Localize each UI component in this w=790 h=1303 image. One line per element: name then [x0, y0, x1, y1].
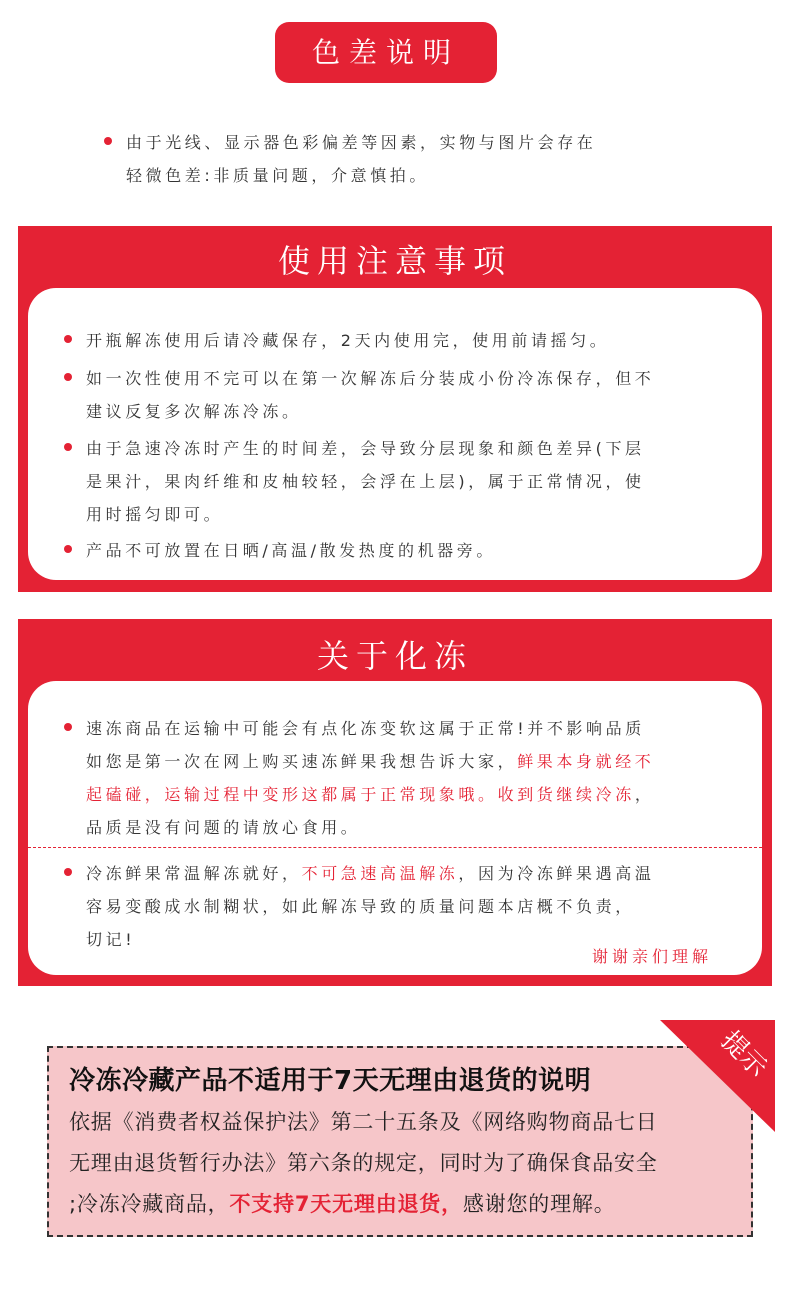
list-item	[64, 362, 654, 428]
return-policy-notice	[47, 1046, 753, 1237]
usage-section-title: 使用注意事项	[277, 242, 512, 280]
text-segment: 冷冻鲜果常温解冻就好，	[86, 864, 302, 883]
color-difference-title: 色差说明	[275, 22, 497, 83]
bullet-dot-icon	[64, 723, 72, 731]
thaw-section	[18, 619, 772, 986]
notice-title: 冷冻冷藏产品不适用于7天无理由退货的说明	[69, 1066, 592, 1096]
list-item-text	[86, 745, 654, 778]
text-segment: ，	[634, 785, 655, 804]
list-item	[64, 712, 654, 844]
list-item-text	[86, 857, 654, 890]
text-segment: ;冷冻冷藏商品，	[69, 1192, 230, 1216]
list-item-text: 是果汁，果肉纤维和皮柚较轻，会浮在上层)，属于正常情况，使	[86, 472, 645, 491]
bullet-dot-icon	[64, 335, 72, 343]
list-item-text: 开瓶解冻使用后请冷藏保存，2天内使用完，使用前请摇匀。	[86, 331, 610, 350]
thaw-section-title: 关于化冻	[316, 637, 473, 675]
list-item-text	[86, 778, 654, 811]
list-item-text: 建议反复多次解冻冷冻。	[86, 402, 302, 421]
highlight-text: 不可急速高温解冻	[301, 864, 459, 883]
list-item-text: 用时摇匀即可。	[86, 505, 224, 524]
highlight-text: 鲜果本身就经不	[517, 752, 655, 771]
notice-line	[69, 1188, 616, 1218]
text-segment: ，因为冷冻鲜果遇高温	[458, 864, 655, 883]
notice-line: 无理由退货暂行办法》第六条的规定，同时为了确保食品安全	[69, 1151, 658, 1175]
tip-badge-text: 提示	[714, 1025, 773, 1084]
notice-line: 依据《消费者权益保护法》第二十五条及《网络购物商品七日	[69, 1110, 658, 1134]
highlight-text: 不支持7天无理由退货，	[229, 1192, 463, 1216]
note-line: 轻微色差:非质量问题，介意慎拍。	[126, 166, 429, 185]
usage-card	[28, 288, 762, 580]
list-item-text: 如一次性使用不完可以在第一次解冻后分装成小份冷冻保存，但不	[86, 369, 655, 388]
bullet-dot-icon	[64, 545, 72, 553]
list-item-text: 容易变酸成水制糊状，如此解冻导致的质量问题本店概不负责，	[86, 897, 635, 916]
note-line: 由于光线、显示器色彩偏差等因素，实物与图片会存在	[126, 133, 597, 152]
bullet-dot-icon	[104, 137, 112, 145]
color-difference-note	[104, 126, 596, 192]
bullet-dot-icon	[64, 443, 72, 451]
thanks-text: 谢谢亲们理解	[591, 947, 712, 966]
list-item-text: 切记!	[86, 930, 136, 949]
list-item-text: 品质是没有问题的请放心食用。	[86, 818, 361, 837]
list-item-text: 产品不可放置在日晒/高温/散发热度的机器旁。	[86, 541, 496, 560]
bullet-dot-icon	[64, 373, 72, 381]
dashed-divider	[28, 847, 762, 848]
list-item-text: 由于急速冷冻时产生的时间差，会导致分层现象和颜色差异(下层	[86, 439, 645, 458]
text-segment: 如您是第一次在网上购买速冻鲜果我想告诉大家，	[86, 752, 518, 771]
bullet-dot-icon	[64, 868, 72, 876]
list-item	[64, 534, 496, 567]
list-item	[64, 432, 645, 531]
usage-section	[18, 226, 772, 592]
highlight-text: 起磕碰，运输过程中变形这都属于正常现象哦。收到货继续冷冻	[86, 785, 635, 804]
text-segment: 感谢您的理解。	[462, 1192, 616, 1216]
list-item	[64, 857, 654, 956]
thaw-card	[28, 681, 762, 975]
list-item-text: 速冻商品在运输中可能会有点化冻变软这属于正常!并不影响品质	[86, 719, 645, 738]
list-item	[64, 324, 609, 357]
tip-badge-icon	[660, 1020, 775, 1132]
